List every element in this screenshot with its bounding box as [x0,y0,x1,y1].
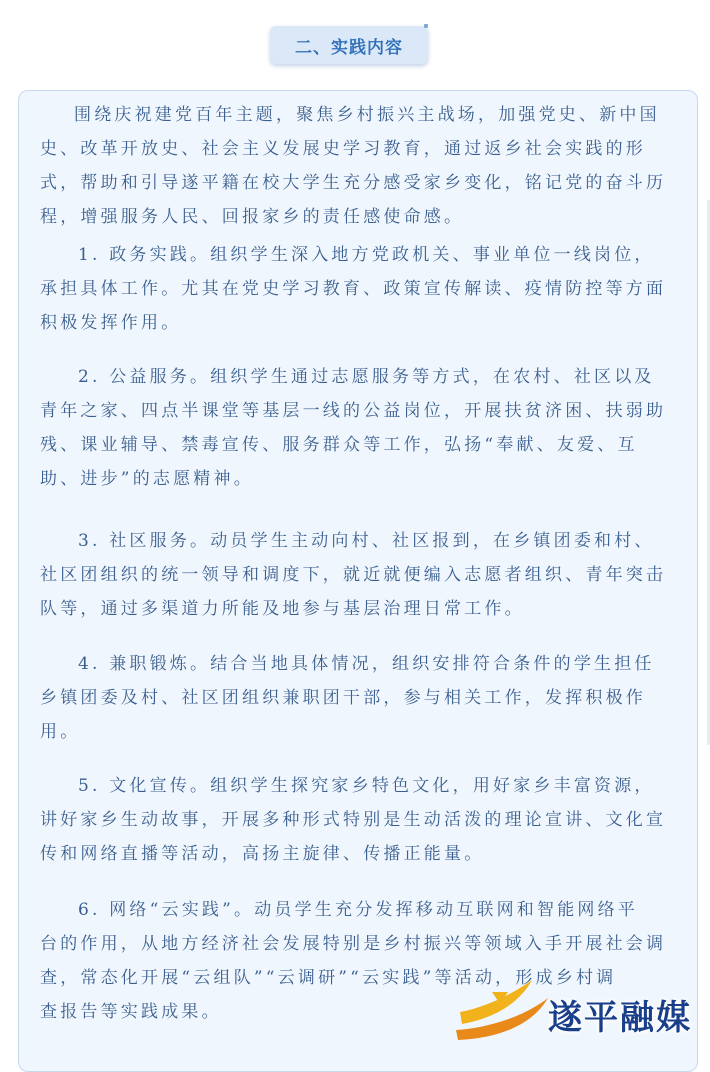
text-line: 讲好家乡生动故事，开展多种形式特别是生动活泼的理论宣讲、文化宣 [40,810,667,830]
item-paragraph-3 [40,524,686,626]
text-line: 乡镇团委及村、社区团组织兼职团干部，参与相关工作，发挥积极作 [40,688,646,708]
item-paragraph-1 [40,238,686,340]
text-line: 用。 [40,722,81,742]
text-line: 承担具体工作。尤其在党史学习教育、政策宣传解读、疫情防控等方面 [40,279,667,299]
title-corner-mark [424,24,428,28]
text-line: 4. 兼职锻炼。结合当地具体情况，组织安排符合条件的学生担任 [78,654,655,674]
text-line: 5. 文化宣传。组织学生探究家乡特色文化，用好家乡丰富资源， [78,776,655,796]
intro-paragraph [40,98,686,234]
text-line: 社区团组织的统一领导和调度下，就近就便编入志愿者组织、青年突击 [40,565,667,585]
text-line: 积极发挥作用。 [40,313,182,333]
text-line: 程，增强服务人民、回报家乡的责任感使命感。 [40,207,465,227]
text-line: 残、课业辅导、禁毒宣传、服务群众等工作，弘扬“奉献、友爱、互 [40,435,638,455]
text-line: 式，帮助和引导遂平籍在校大学生充分感受家乡变化，铭记党的奋斗历 [40,173,667,193]
text-line: 传和网络直播等活动，高扬主旋律、传播正能量。 [40,844,485,864]
item-paragraph-2 [40,360,686,496]
item-paragraph-5 [40,769,686,871]
text-line: 助、进步”的志愿精神。 [40,469,254,489]
item-paragraph-4 [40,647,686,749]
section-title-tab [270,26,428,64]
text-line: 3. 社区服务。动员学生主动向村、社区报到，在乡镇团委和村、 [78,531,655,551]
section-title: 二、实践内容 [295,37,403,58]
text-line: 台的作用，从地方经济社会发展特别是乡村振兴等领域入手开展社会调 [40,934,667,954]
text-line: 队等，通过多渠道力所能及地参与基层治理日常工作。 [40,599,525,619]
text-line: 1. 政务实践。组织学生深入地方党政机关、事业单位一线岗位， [78,245,655,265]
text-line: 史、改革开放史、社会主义发展史学习教育，通过返乡社会实践的形 [40,139,646,159]
text-line: 2. 公益服务。组织学生通过志愿服务等方式，在农村、社区以及 [78,367,655,387]
text-line: 6. 网络“云实践”。动员学生充分发挥移动互联网和智能网络平 [78,900,639,920]
text-line: 查，常态化开展“云组队”“云调研”“云实践”等活动，形成乡村调 [40,968,617,988]
text-line: 围绕庆祝建党百年主题，聚焦乡村振兴主战场，加强党史、新中国 [74,105,660,125]
text-line: 查报告等实践成果。 [40,1002,222,1022]
media-logo-text: 遂平融媒 [548,998,692,1038]
text-line: 青年之家、四点半课堂等基层一线的公益岗位，开展扶贫济困、扶弱助 [40,401,667,421]
